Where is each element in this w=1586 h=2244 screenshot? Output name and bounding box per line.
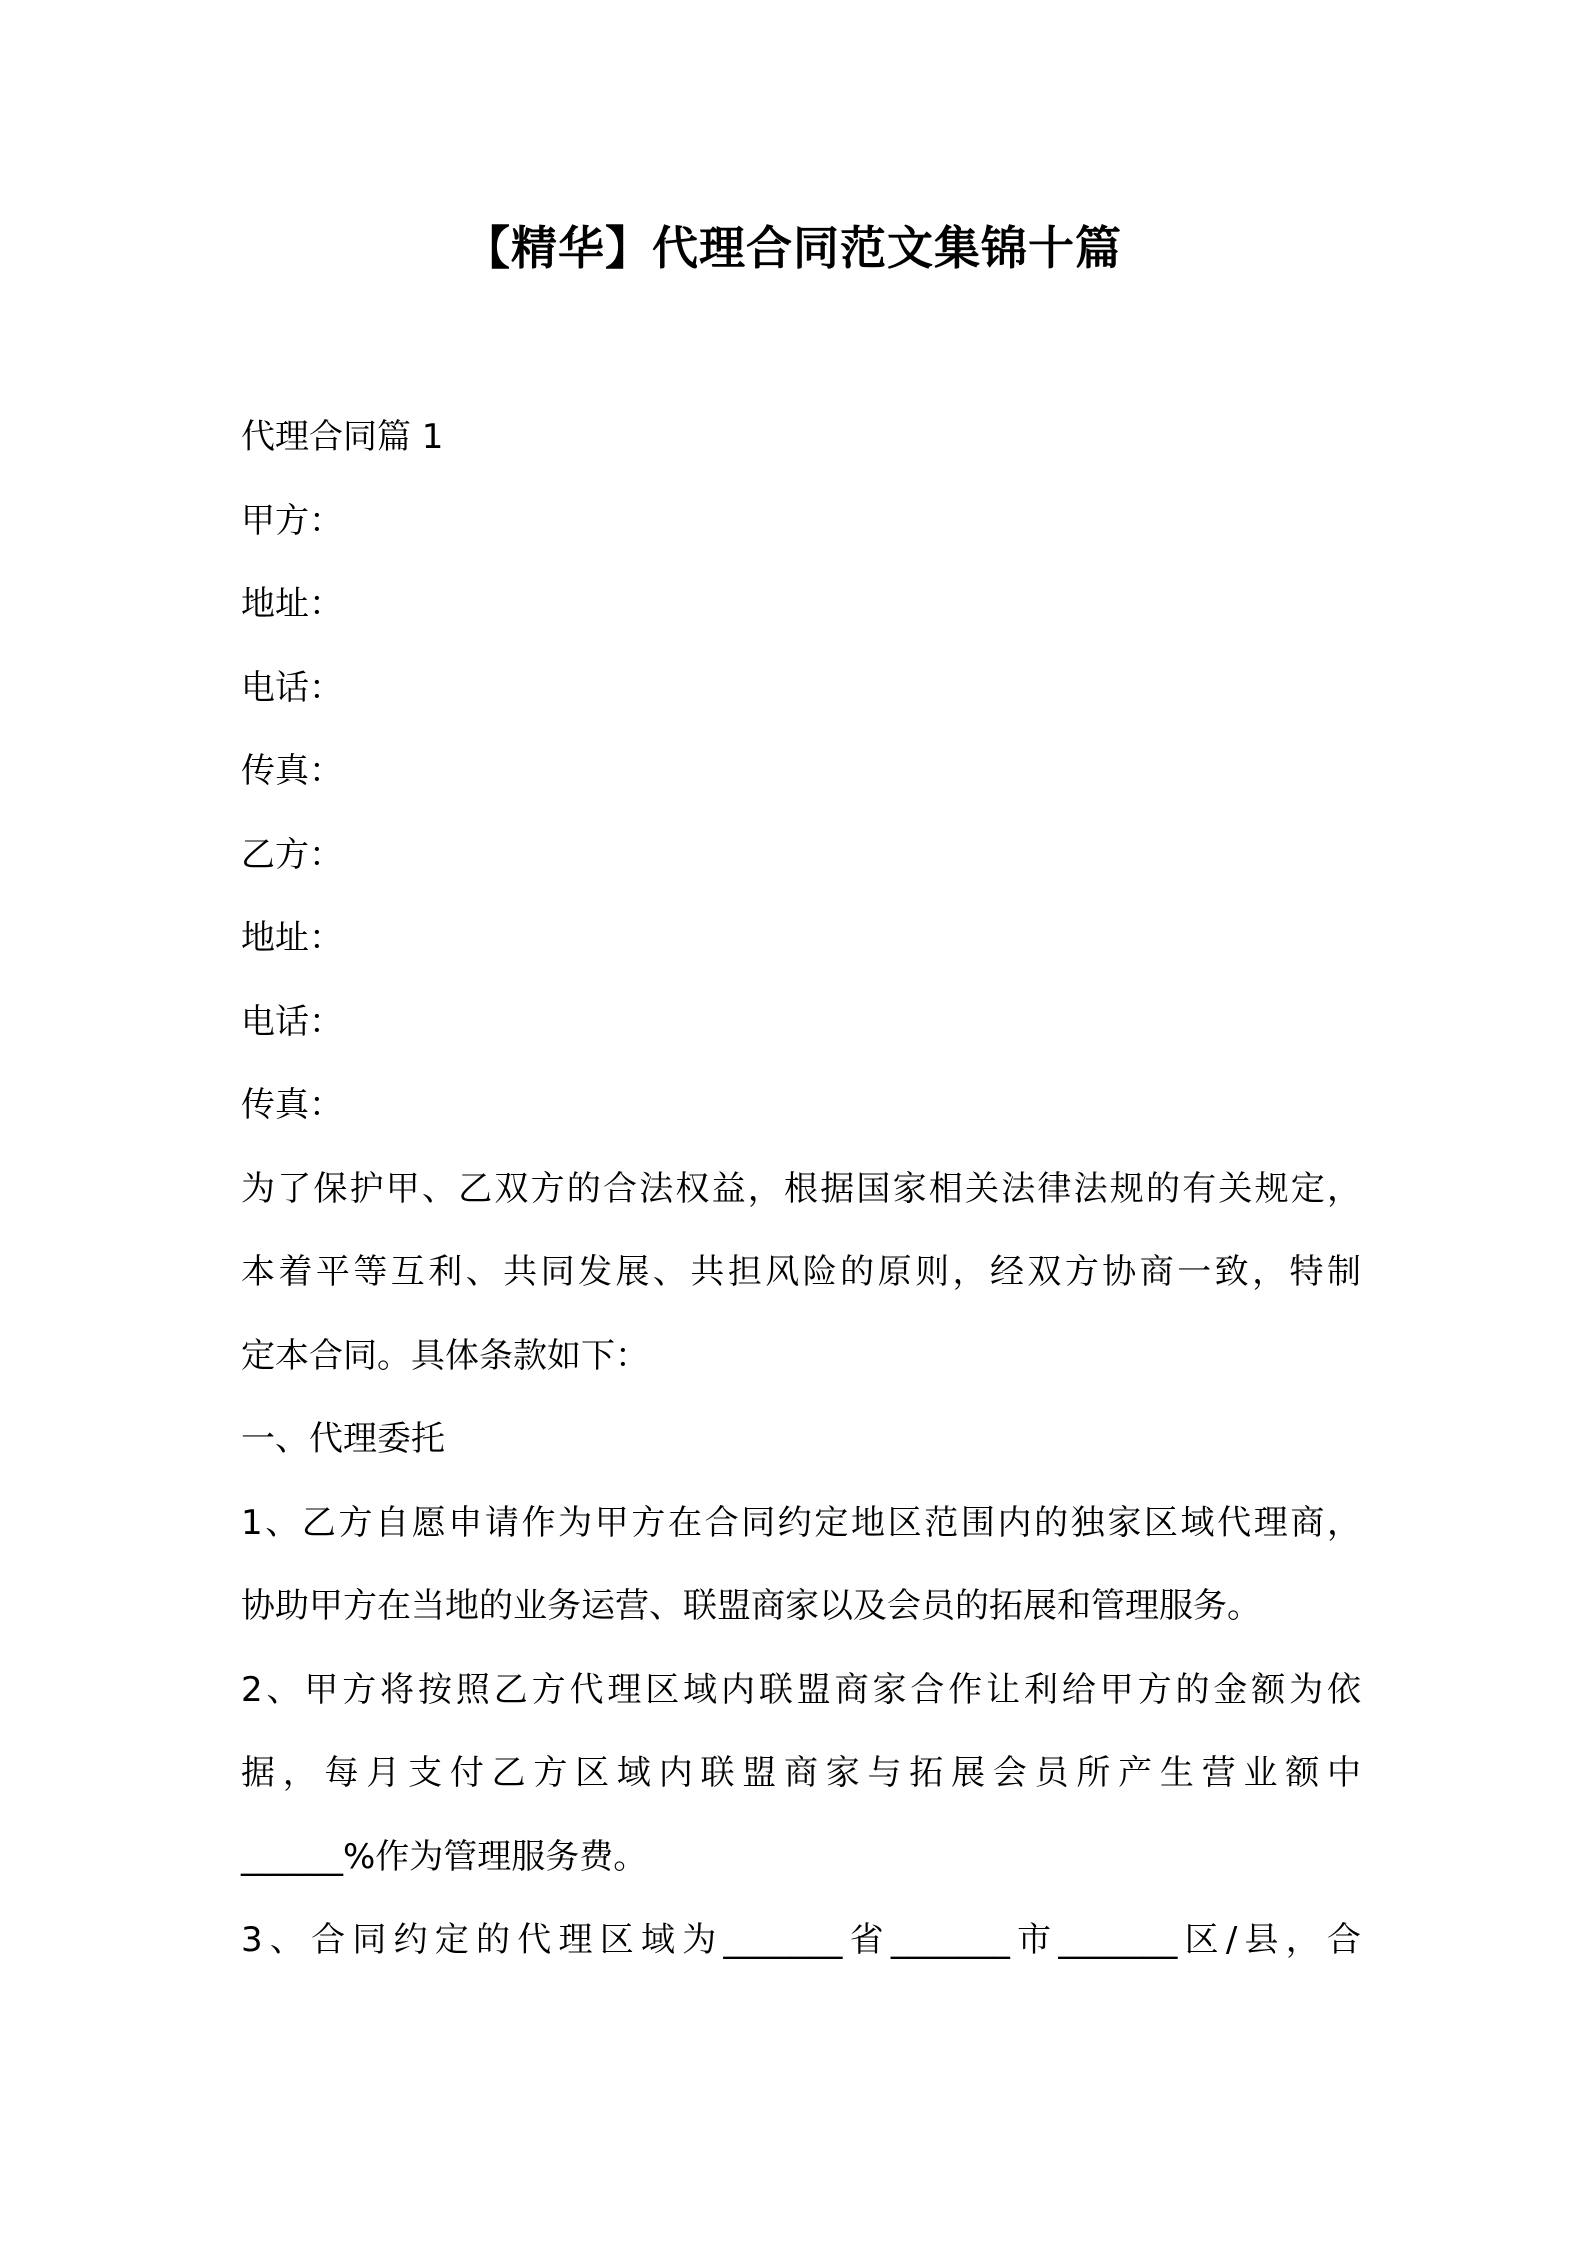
document-title: 【精华】代理合同范文集锦十篇: [464, 221, 1122, 275]
clause-heading-1: 一、代理委托: [241, 1419, 445, 1459]
party-b-label: 乙方：: [241, 834, 343, 875]
party-b-fax-label: 传真：: [241, 1085, 343, 1125]
clause-2-line-3: ______%作为管理服务费。: [241, 1836, 648, 1877]
party-a-label: 甲方：: [241, 500, 343, 541]
clause-1-line-1: 1、乙方自愿申请作为甲方在合同约定地区范围内的独家区域代理商，: [241, 1502, 1361, 1543]
clause-1-line-2: 协助甲方在当地的业务运营、联盟商家以及会员的拓展和管理服务。: [241, 1586, 1261, 1626]
section-heading: 代理合同篇 1: [241, 417, 444, 457]
document-body: [241, 396, 1361, 1983]
clause-3-line-1: 3、合同约定的代理区域为_______省_______市_______区/县，合: [241, 1920, 1361, 1960]
clause-2-line-2: 据，每月支付乙方区域内联盟商家与拓展会员所产生营业额中: [241, 1753, 1361, 1793]
clause-2-line-1: 2、甲方将按照乙方代理区域内联盟商家合作让利给甲方的金额为依: [241, 1669, 1361, 1710]
party-b-phone-label: 电话：: [241, 1001, 343, 1042]
party-a-phone-label: 电话：: [241, 667, 343, 708]
preamble-line-3: 定本合同。具体条款如下：: [241, 1335, 649, 1376]
party-b-address-label: 地址：: [241, 918, 343, 958]
party-a-fax-label: 传真：: [241, 751, 343, 791]
party-a-address-label: 地址：: [241, 584, 343, 624]
preamble-line-2: 本着平等互利、共同发展、共担风险的原则，经双方协商一致，特制: [241, 1252, 1361, 1292]
preamble-line-1: 为了保护甲、乙双方的合法权益，根据国家相关法律法规的有关规定，: [241, 1168, 1361, 1209]
